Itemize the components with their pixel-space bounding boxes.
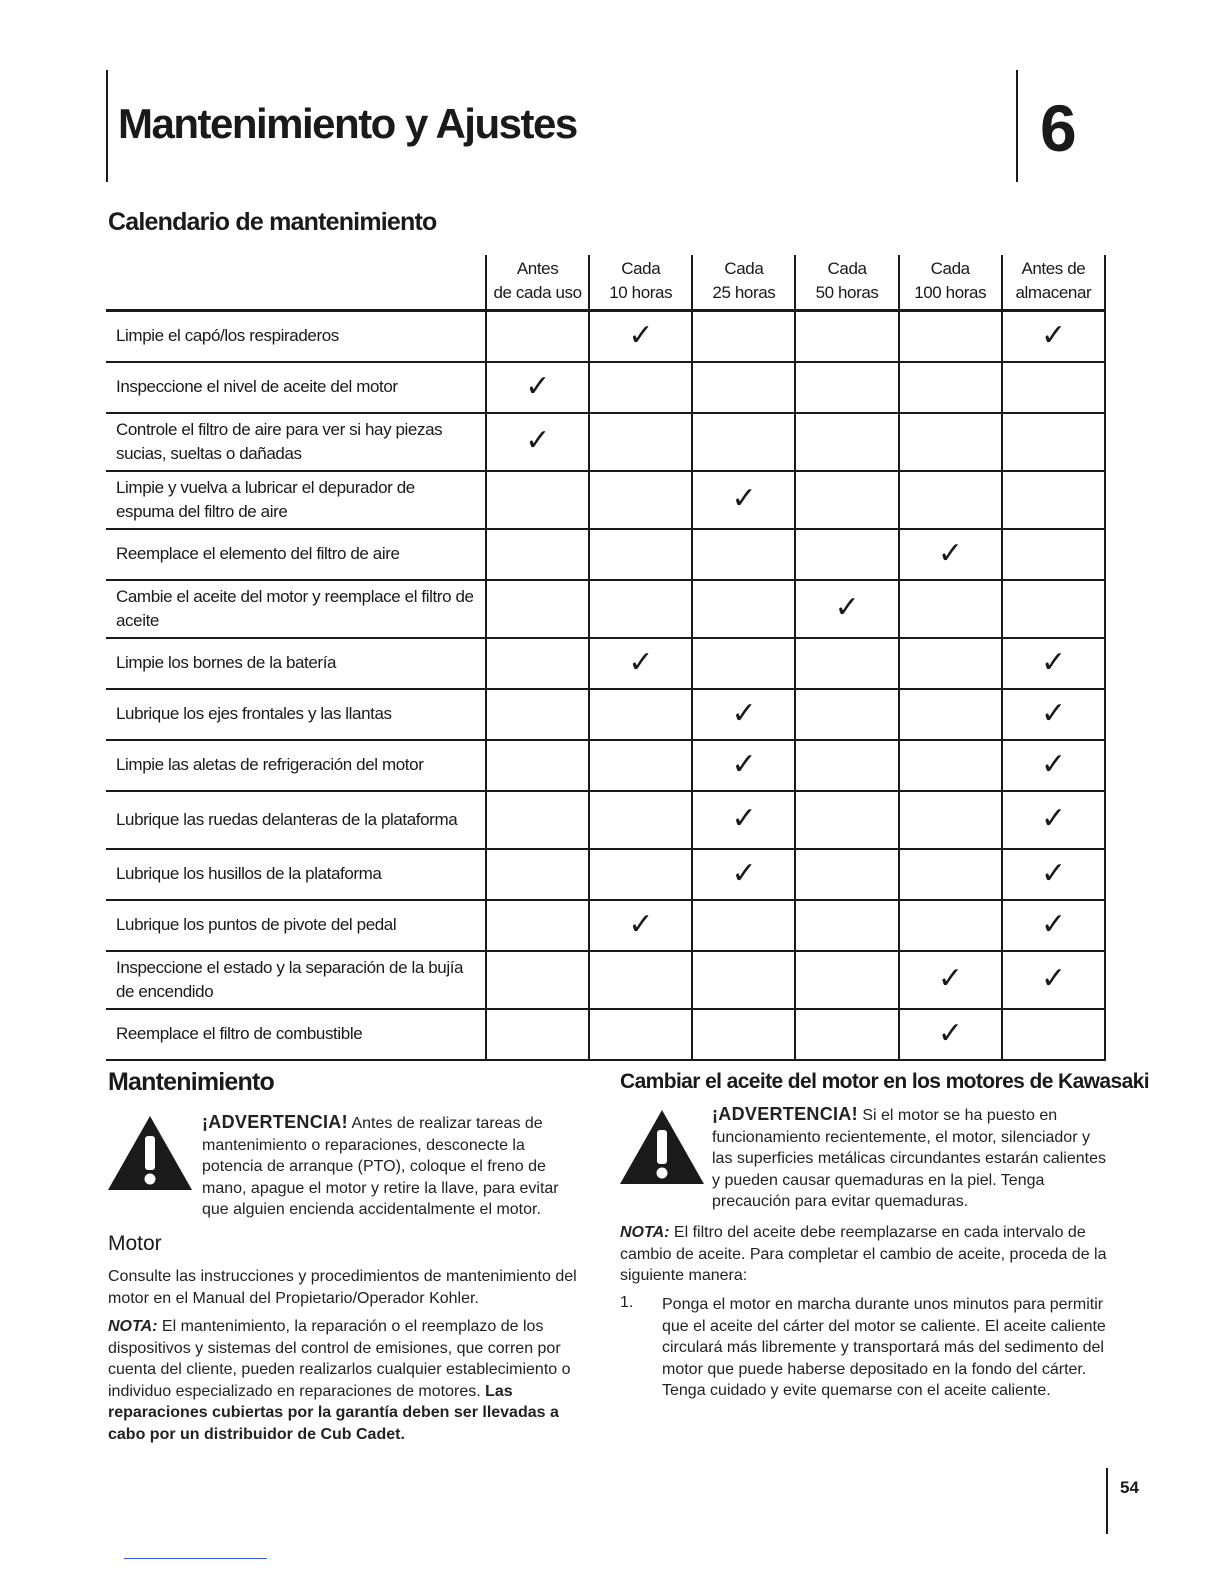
interval-cell: [795, 951, 898, 1009]
interval-cell: [589, 740, 692, 791]
interval-cell: [899, 580, 1002, 638]
interval-cell: [486, 740, 589, 791]
interval-cell: [899, 362, 1002, 413]
interval-cell: [1002, 689, 1105, 740]
interval-cell: [899, 638, 1002, 689]
column-header: Cada 25 horas: [692, 255, 795, 311]
interval-cell: [486, 413, 589, 471]
column-header: Antes de cada uso: [486, 255, 589, 311]
chapter-title: Mantenimiento y Ajustes: [118, 100, 577, 147]
schedule-row: [106, 791, 1105, 849]
task-cell: Limpie los bornes de la batería: [106, 638, 486, 689]
checkmark-icon: ✓: [628, 645, 654, 679]
interval-cell: [899, 471, 1002, 529]
interval-cell: [692, 362, 795, 413]
checkmark-icon: ✓: [937, 962, 963, 995]
checkmark-icon: ✓: [731, 482, 757, 515]
interval-cell: [795, 1009, 898, 1060]
interval-cell: [1002, 638, 1105, 689]
interval-cell: [899, 413, 1002, 471]
interval-cell: [795, 529, 898, 580]
schedule-body: [106, 311, 1105, 1060]
nota-text: El filtro del aceite debe reemplazarse en cada intervalo de cambio de aceite. Para completar el cambio de aceite, proceda de la siguiente manera:: [620, 1224, 1107, 1284]
task-cell: Limpie y vuelva a lubricar el depurador de espuma del filtro de aire: [106, 471, 486, 529]
interval-cell: [899, 740, 1002, 791]
interval-cell: [899, 1009, 1002, 1060]
interval-cell: [692, 580, 795, 638]
interval-cell: [589, 362, 692, 413]
interval-cell: [692, 791, 795, 849]
page-number-rule: [1106, 1468, 1108, 1534]
interval-cell: [1002, 791, 1105, 849]
interval-cell: [692, 900, 795, 951]
interval-cell: [692, 1009, 795, 1060]
checkmark-icon: ✓: [1041, 696, 1066, 730]
schedule-row: [106, 413, 1105, 471]
warning-icon: [618, 1108, 706, 1186]
task-cell: Inspeccione el estado y la separación de la bujía de encendido: [106, 951, 486, 1009]
checkmark-icon: ✓: [731, 802, 757, 835]
checkmark-icon: ✓: [525, 424, 550, 457]
checkmark-icon: ✓: [731, 856, 757, 890]
interval-cell: [899, 849, 1002, 900]
warning-text: Antes de realizar tareas de mantenimiento o reparaciones, desconecte la potencia de arranque (PTO), coloque el freno de mano, apague el motor y retire la llave, para evitar que alguien encienda accidentalmente el motor.: [202, 1115, 559, 1218]
column-header: Cada 100 horas: [899, 255, 1002, 311]
interval-cell: [486, 580, 589, 638]
interval-cell: [899, 900, 1002, 951]
task-cell: Lubrique los husillos de la plataforma: [106, 849, 486, 900]
schedule-row: [106, 638, 1105, 689]
step-text: Ponga el motor en marcha durante unos minutos para permitir que el aceite del cárter del motor se caliente. El aceite caliente circulará más libremente y transportará más del sedimento del motor que puede haberse depositado en la fondo del cárter. Tenga cuidado y evite quemarse con el aceite caliente.: [662, 1296, 1106, 1399]
interval-cell: [589, 951, 692, 1009]
interval-cell: [899, 689, 1002, 740]
schedule-row: [106, 471, 1105, 529]
chapter-number: 6: [1040, 91, 1077, 165]
checkmark-icon: ✓: [628, 907, 654, 941]
interval-cell: [1002, 951, 1105, 1009]
schedule-row: [106, 740, 1105, 791]
schedule-row: [106, 689, 1105, 740]
schedule-row: [106, 1009, 1105, 1060]
interval-cell: [899, 529, 1002, 580]
interval-cell: [795, 638, 898, 689]
interval-cell: [1002, 362, 1105, 413]
schedule-header-row: [106, 255, 1105, 311]
task-cell: Lubrique los ejes frontales y las llantas: [106, 689, 486, 740]
schedule-row: [106, 362, 1105, 413]
interval-cell: [795, 471, 898, 529]
schedule-row: [106, 951, 1105, 1009]
task-cell: Reemplace el elemento del filtro de aire: [106, 529, 486, 580]
interval-cell: [486, 1009, 589, 1060]
interval-cell: [899, 791, 1002, 849]
interval-cell: [795, 849, 898, 900]
maintenance-section-title: Mantenimiento: [108, 1068, 274, 1096]
column-header: Cada 10 horas: [589, 255, 692, 311]
interval-cell: [899, 951, 1002, 1009]
maintenance-warning: [202, 1112, 587, 1221]
interval-cell: [589, 1009, 692, 1060]
interval-cell: [795, 362, 898, 413]
interval-cell: [486, 529, 589, 580]
interval-cell: [795, 689, 898, 740]
interval-cell: [1002, 471, 1105, 529]
interval-cell: [486, 311, 589, 362]
interval-cell: [589, 529, 692, 580]
interval-cell: [1002, 529, 1105, 580]
interval-cell: [486, 791, 589, 849]
interval-cell: [1002, 311, 1105, 362]
interval-cell: [1002, 849, 1105, 900]
checkmark-icon: ✓: [731, 747, 757, 781]
interval-cell: [589, 311, 692, 362]
interval-cell: [589, 413, 692, 471]
interval-cell: [589, 471, 692, 529]
column-header: Antes de almacenar: [1002, 255, 1105, 311]
oil-warning: [712, 1104, 1108, 1213]
interval-cell: [692, 638, 795, 689]
interval-cell: [486, 849, 589, 900]
checkmark-icon: ✓: [1041, 802, 1066, 835]
checkmark-icon: ✓: [834, 591, 860, 624]
checkmark-icon: ✓: [1041, 747, 1066, 781]
schedule-row: [106, 311, 1105, 362]
checkmark-icon: ✓: [1041, 907, 1066, 941]
interval-cell: [486, 689, 589, 740]
interval-cell: [589, 791, 692, 849]
checkmark-icon: ✓: [1041, 856, 1066, 890]
interval-cell: [692, 311, 795, 362]
interval-cell: [795, 413, 898, 471]
task-cell: Lubrique los puntos de pivote del pedal: [106, 900, 486, 951]
interval-cell: [486, 471, 589, 529]
interval-cell: [795, 311, 898, 362]
interval-cell: [692, 740, 795, 791]
interval-cell: [486, 638, 589, 689]
title-rule-right: [1016, 70, 1018, 182]
oil-change-section-title: Cambiar el aceite del motor en los motores de Kawasaki: [620, 1070, 1149, 1093]
motor-paragraph: Consulte las instrucciones y procedimientos de mantenimiento del motor en el Manual del Propietario/Operador Kohler.: [108, 1268, 577, 1307]
interval-cell: [692, 689, 795, 740]
nota-paragraph: [108, 1316, 586, 1445]
task-cell: Reemplace el filtro de combustible: [106, 1009, 486, 1060]
interval-cell: [589, 689, 692, 740]
interval-cell: [589, 580, 692, 638]
column-header: Cada 50 horas: [795, 255, 898, 311]
interval-cell: [1002, 1009, 1105, 1060]
oil-nota-paragraph: [620, 1222, 1108, 1287]
schedule-row: [106, 580, 1105, 638]
warranty-note: Las reparaciones cubiertas por la garantía deben ser llevadas a cabo por un distribuidor de Cub Cadet.: [108, 1382, 559, 1443]
schedule-row: [106, 900, 1105, 951]
interval-cell: [1002, 580, 1105, 638]
task-cell: Limpie el capó/los respiraderos: [106, 311, 486, 362]
title-rule-left: [106, 70, 108, 182]
checkmark-icon: ✓: [1041, 962, 1066, 995]
nota-label: NOTA:: [620, 1224, 670, 1241]
interval-cell: [899, 311, 1002, 362]
interval-cell: [1002, 413, 1105, 471]
interval-cell: [1002, 900, 1105, 951]
interval-cell: [486, 900, 589, 951]
interval-cell: [795, 900, 898, 951]
task-cell: Inspeccione el nivel de aceite del motor: [106, 362, 486, 413]
checkmark-icon: ✓: [525, 369, 550, 403]
step-number: 1.: [620, 1294, 634, 1311]
motor-subtitle: Motor: [108, 1232, 162, 1255]
task-cell: Limpie las aletas de refrigeración del motor: [106, 740, 486, 791]
interval-cell: [1002, 740, 1105, 791]
schedule-row: [106, 529, 1105, 580]
page-number: 54: [1120, 1478, 1139, 1497]
nota-text: El mantenimiento, la reparación o el reemplazo de los dispositivos y sistemas del control de emisiones, que corren por cuenta del cliente, pueden realizarlos cualquier establecimiento o individuo especializado en reparaciones de motores.: [108, 1318, 571, 1400]
nota-label: NOTA:: [108, 1318, 158, 1335]
checkmark-icon: ✓: [937, 536, 963, 570]
schedule-row: [106, 849, 1105, 900]
interval-cell: [692, 951, 795, 1009]
interval-cell: [795, 580, 898, 638]
interval-cell: [589, 849, 692, 900]
interval-cell: [692, 849, 795, 900]
checkmark-icon: ✓: [628, 318, 654, 352]
checkmark-icon: ✓: [937, 1016, 963, 1050]
interval-cell: [692, 413, 795, 471]
schedule-title: Calendario de mantenimiento: [108, 208, 437, 236]
footer-link-line: [124, 1558, 267, 1559]
interval-cell: [486, 362, 589, 413]
task-cell: Lubrique las ruedas delanteras de la plataforma: [106, 791, 486, 849]
interval-cell: [795, 791, 898, 849]
task-column-header: [106, 255, 486, 311]
checkmark-icon: ✓: [1041, 318, 1066, 352]
interval-cell: [692, 529, 795, 580]
warning-label: ¡ADVERTENCIA!: [712, 1104, 858, 1124]
warning-text: Si el motor se ha puesto en funcionamiento recientemente, el motor, silenciador y las superficies metálicas circundantes estarán calientes y pueden causar quemaduras en la piel. Tenga precaución para evitar quemaduras.: [712, 1107, 1106, 1210]
interval-cell: [795, 740, 898, 791]
task-cell: Controle el filtro de aire para ver si hay piezas sucias, sueltas o dañadas: [106, 413, 486, 471]
warning-label: ¡ADVERTENCIA!: [202, 1112, 348, 1132]
task-cell: Cambie el aceite del motor y reemplace el filtro de aceite: [106, 580, 486, 638]
warning-icon: [106, 1114, 194, 1192]
maintenance-schedule-table: [106, 255, 1106, 1061]
interval-cell: [589, 900, 692, 951]
interval-cell: [589, 638, 692, 689]
interval-cell: [486, 951, 589, 1009]
checkmark-icon: ✓: [731, 696, 757, 730]
interval-cell: [692, 471, 795, 529]
checkmark-icon: ✓: [1041, 645, 1066, 679]
